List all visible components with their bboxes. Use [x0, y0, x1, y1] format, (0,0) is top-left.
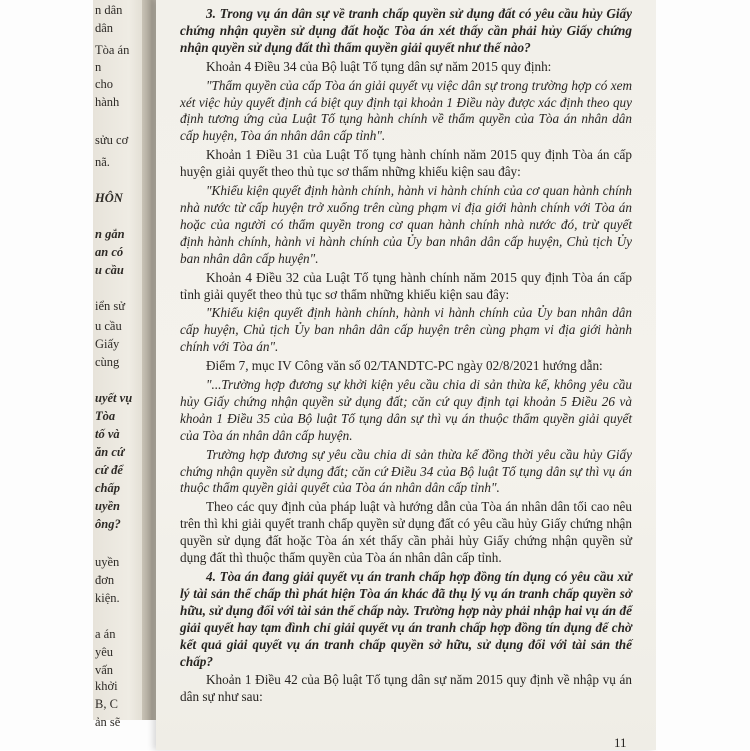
facing-page-fragment: nã.: [95, 155, 110, 169]
facing-page-fragment: u cầu: [95, 319, 122, 333]
facing-page-fragment: B, C: [95, 697, 118, 711]
question-3-heading: 3. Trong vụ án dân sự về tranh chấp quyền sử dụng đất có yêu cầu hủy Giấy chứng nhận quyền sử dụng đất hoặc Tòa án xét thấy cần phải hủy Giấy chứng nhận quyền sử dụng đất thì thẩm quyền giải quyết như thế nào?: [180, 6, 632, 55]
page-number: 11: [614, 735, 627, 750]
facing-page-fragment: uyền: [95, 499, 120, 513]
facing-page-fragment: hành: [95, 95, 120, 109]
facing-page-fragment: an có: [95, 245, 124, 259]
facing-page-fragment: a án: [95, 627, 116, 641]
facing-page-fragment: sửu cơ: [95, 133, 129, 147]
right-margin-background: [656, 0, 750, 750]
facing-page-fragment: iển sử: [95, 299, 126, 313]
facing-page-fragment: Giấy: [95, 337, 120, 351]
quote-paragraph: "Khiếu kiện quyết định hành chính, hành vi hành chính của cơ quan hành chính nhà nước từ cấp huyện trở xuống trên cùng phạm vi địa giới hành chính với Tòa án hoặc của người có thẩm quyền trong cơ quan hành chính nhà nước đó, trừ quyết định hành chính, hành vi hành chính của Ủy ban nhân dân cấp huyện, Chủ tịch Ủy ban nhân dân cấp huyện".: [180, 183, 632, 266]
facing-page-fragment: cứ để: [95, 463, 123, 477]
facing-page-fragment: ản sẽ: [95, 715, 121, 729]
facing-page-fragment: ông?: [95, 517, 121, 531]
facing-page-fragment: vấn: [95, 663, 114, 677]
facing-page-fragment: đơn: [95, 573, 115, 587]
facing-page-fragment: Tòa án: [95, 43, 130, 57]
facing-page-fragment: n gắn: [95, 227, 125, 241]
paragraph: Khoản 4 Điều 32 của Luật Tố tụng hành chính năm 2015 quy định Tòa án cấp tỉnh giải quyết theo thủ tục sơ thẩm những khiếu kiện sau đây:: [180, 269, 632, 302]
facing-page-fragment: chấp: [95, 481, 120, 495]
facing-page-fragment: yêu: [95, 645, 114, 659]
quote-paragraph: "...Trường hợp đương sự khởi kiện yêu cầu chia di sản thừa kế, không yêu cầu hủy Giấy chứng nhận quyền sử dụng đất; căn cứ quy định tại khoản 5 Điều 26 và khoản 1 Điều 35 của Bộ luật Tố tụng dân sự thì vụ án thuộc thẩm quyền giải quyết của Tòa án nhân dân cấp huyện.: [180, 377, 632, 443]
paragraph: Khoản 1 Điều 31 của Luật Tố tụng hành chính năm 2015 quy định Tòa án cấp huyện giải quyết theo thủ tục sơ thẩm những khiếu kiện sau đây:: [180, 147, 632, 180]
facing-page-fragment: uyết vụ: [95, 391, 133, 405]
facing-page-fragment: cùng: [95, 355, 120, 369]
book-page: [156, 0, 656, 750]
facing-page-fragment: n: [95, 60, 102, 74]
facing-page-fragment: khởi: [95, 679, 118, 693]
paragraph: Điểm 7, mục IV Công văn số 02/TANDTC-PC ngày 02/8/2021 hướng dẫn:: [206, 358, 603, 374]
paragraph: Khoản 4 Điều 34 của Bộ luật Tố tụng dân sự năm 2015 quy định:: [206, 58, 552, 74]
question-4-heading: 4. Tòa án đang giải quyết vụ án tranh chấp hợp đồng tín dụng có yêu cầu xử lý tài sản thế chấp thì phát hiện Tòa án khác đã thụ lý vụ án tranh chấp quyền sở hữu, sử dụng đối với tài sản thế chấp này. Trường hợp này phải nhập hai vụ án để giải quyết hay tạm đình chỉ giải quyết vụ án tranh chấp hợp đồng tín dụng để chờ kết quả giải quyết vụ án tranh chấp quyền sở hữu, sử dụng đối với tài sản thế chấp?: [180, 569, 632, 669]
facing-page-fragment: dân: [95, 21, 114, 35]
facing-page-fragment: ăn cứ: [95, 445, 125, 459]
paragraph: Theo các quy định của pháp luật và hướng dẫn của Tòa án nhân dân tối cao nêu trên thì khi giải quyết tranh chấp quyền sử dụng đất có yêu cầu hủy Giấy chứng nhận quyền sử dụng đất hoặc Tòa án xét thấy cần phải hủy Giấy chứng nhận quyền sử dụng đất thì thuộc thẩm quyền của Tòa án nhân dân cấp tỉnh.: [180, 499, 632, 566]
facing-page-fragment: HÔN: [95, 191, 123, 205]
facing-page-fragment: uyền: [95, 555, 120, 569]
quote-paragraph: "Thẩm quyền của cấp Tòa án giải quyết vụ việc dân sự trong trường hợp có xem xét việc hủy quyết định cá biệt quy định tại khoản 1 Điều này được xác định theo quy định tương ứng của Luật Tố tụng hành chính về thẩm quyền của Tòa án nhân dân cấp huyện, Tòa án nhân dân cấp tỉnh".: [180, 77, 632, 144]
quote-paragraph: "Khiếu kiện quyết định hành chính, hành vi hành chính của Ủy ban nhân dân cấp huyện, Chủ tịch Ủy ban nhân dân cấp huyện trên cùng phạm vi địa giới hành chính với Tòa án".: [180, 305, 632, 355]
facing-page-fragment: Tòa: [95, 409, 116, 423]
facing-page-fragment: n dân: [95, 3, 123, 17]
paragraph: Khoản 1 Điều 42 của Bộ luật Tố tụng dân sự năm 2015 quy định về nhập vụ án dân sự như sau:: [180, 672, 632, 705]
facing-page-fragment: cho: [95, 77, 114, 91]
facing-page-fragment: u cầu: [95, 263, 124, 277]
quote-paragraph: Trường hợp đương sự yêu cầu chia di sản thừa kế đồng thời yêu cầu hủy Giấy chứng nhận quyền sử dụng đất; căn cứ Điều 34 của Bộ luật Tố tụng dân sự thì vụ án thuộc thẩm quyền giải quyết của Tòa án nhân dân cấp tỉnh".: [180, 446, 632, 496]
page-body: [180, 6, 632, 708]
facing-page-fragment: tố và: [95, 427, 120, 441]
facing-page-fragment: kiện.: [95, 591, 120, 605]
